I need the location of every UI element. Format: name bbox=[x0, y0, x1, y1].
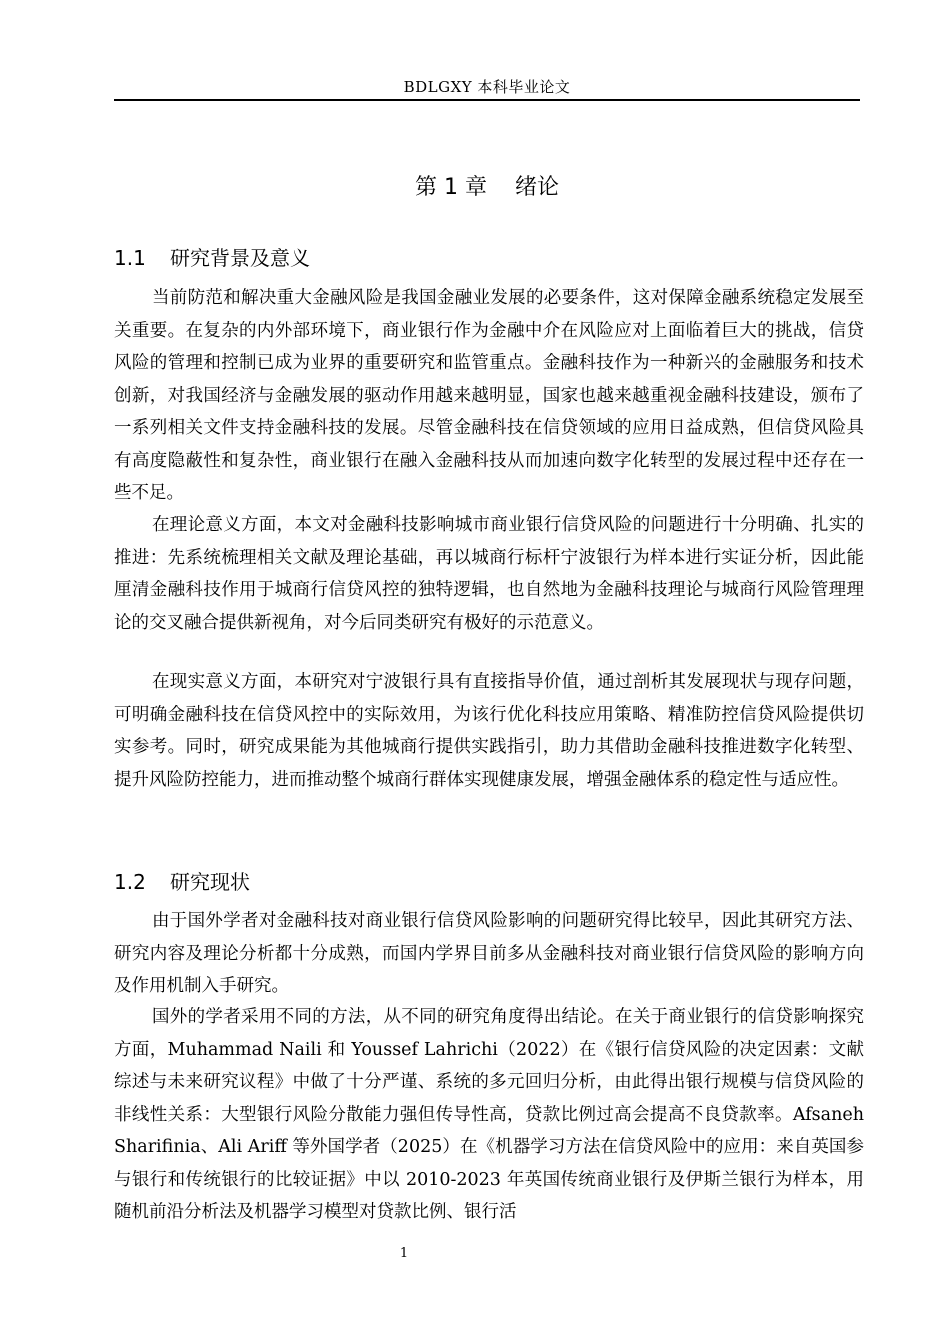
section-heading-1-1 bbox=[114, 242, 310, 271]
section-heading-1-2 bbox=[114, 866, 250, 895]
page-number: 1 bbox=[399, 1246, 409, 1261]
running-header: BDLGXY 本科毕业论文 bbox=[403, 78, 571, 96]
paragraph-theoretical-significance: 在理论意义方面，本文对金融科技影响城市商业银行信贷风险的问题进行十分明确、扎实的推进：先系统梳理相关文献及理论基础，再以城商行标杆宁波银行为样本进行实证分析，因此能厘清金融科技作用于城商行信贷风控的独特逻辑，也自然地为金融科技理论与城商行风险管理理论的交叉融合提供新视角，对今后同类研究有极好的示范意义。 bbox=[114, 515, 864, 633]
paragraph-foreign-research: 国外的学者采用不同的方法，从不同的研究角度得出结论。在关于商业银行的信贷影响探究方面，Muhammad Naili 和 Youssef Lahrichi（2022）在《银行信贷风险的决定因素：文献综述与未来研究议程》中做了十分严谨、系统的多元回归分析，由此得出银行规模与信贷风险的非线性关系：大型银行风险分散能力强但传导性高，贷款比例过高会提高不良贷款率。Afsaneh Sharifinia、Ali Ariff 等外国学者（2025）在《机器学习方法在信贷风险中的应用：来自英国参与银行和传统银行的比较证据》中以 2010-2023 年英国传统商业银行及伊斯兰银行为样本，用随机前沿分析法及机器学习模型对贷款比例、银行活 bbox=[114, 1007, 864, 1222]
section-number: 1.2 bbox=[114, 870, 146, 894]
header-rule bbox=[114, 99, 860, 101]
paragraph-research-overview: 由于国外学者对金融科技对商业银行信贷风险影响的问题研究得比较早，因此其研究方法、研究内容及理论分析都十分成熟，而国内学界目前多从金融科技对商业银行信贷风险的影响方向及作用机制入手研究。 bbox=[114, 911, 864, 996]
chapter-title: 绪论 bbox=[514, 175, 559, 200]
chapter-number: 第 1 章 bbox=[415, 175, 487, 200]
chapter-heading bbox=[114, 170, 860, 201]
section-title: 研究现状 bbox=[170, 870, 250, 894]
section-title: 研究背景及意义 bbox=[170, 246, 310, 270]
section-number: 1.1 bbox=[114, 246, 146, 270]
paragraph-background: 当前防范和解决重大金融风险是我国金融业发展的必要条件，这对保障金融系统稳定发展至关重要。在复杂的内外部环境下，商业银行作为金融中介在风险应对上面临着巨大的挑战，信贷风险的管理和控制已成为业界的重要研究和监管重点。金融科技作为一种新兴的金融服务和技术创新，对我国经济与金融发展的驱动作用越来越明显，国家也越来越重视金融科技建设，颁布了一系列相关文件支持金融科技的发展。尽管金融科技在信贷领域的应用日益成熟，但信贷风险具有高度隐蔽性和复杂性，商业银行在融入金融科技从而加速向数字化转型的发展过程中还存在一些不足。 bbox=[114, 288, 864, 503]
paragraph-practical-significance: 在现实意义方面，本研究对宁波银行具有直接指导价值，通过剖析其发展现状与现存问题，可明确金融科技在信贷风控中的实际效用，为该行优化科技应用策略、精准防控信贷风险提供切实参考。同时，研究成果能为其他城商行提供实践指引，助力其借助金融科技推进数字化转型、提升风险防控能力，进而推动整个城商行群体实现健康发展，增强金融体系的稳定性与适应性。 bbox=[114, 672, 864, 790]
